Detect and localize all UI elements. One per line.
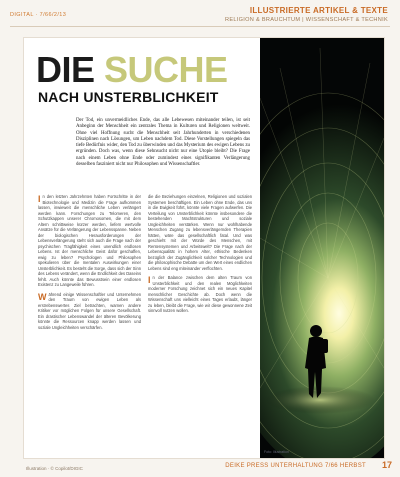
tunnel-illustration bbox=[260, 38, 384, 458]
section-title: ILLUSTRIERTE ARTIKEL & TEXTE bbox=[249, 6, 388, 15]
photo-credit: Foto: Illustration bbox=[264, 450, 289, 454]
body-paragraph: die die Beziehungen einzelnen, Religionen und sozialen Systemen beschäftigen. Ein Leben ohne Ende, das uns in die Ewigkeit führt, könnte viele Fragen aufwerfen. Die Verteilung von Unsterblichkeit könnte insbesondere die bestehenden Machtstrukturen und soziale Ungleichheiten verstärken. Wenn nur wohlhabende Menschen Zugang zu lebensverlängernden Therapien hätten, wäre das gesellschaftlich fatal. Und was geschieht mit der Würde des Menschen, mit Rentensystemen und Arbeitswelt? Die Frage nach der Lebensqualität in hohem Alter, ethische Bedenken bezüglich der Zugänglichkeit solcher Technologien und die philosophische Debatte um den Wert eines endlichen Lebens sind eng miteinander verflochten. bbox=[148, 194, 252, 271]
header-meta: DIGITAL · 7/66/2/13 bbox=[10, 12, 67, 18]
body-paragraph: In den letzten Jahrzehnten haben Fortschritte in der Biotechnologie und Medizin die Frage aufkommen lassen, inwieweit die menschliche Leben verlängert werden kann. Forschungen zu Telomeren, den Schutzkappen unserer Chromosomen, die mit dem Altern schrittweise kürzer werden, liefern wertvolle Ansätze für die Verlängerung der Lebensspanne. Neben der biologischen Herausforderungen der Lebensverlängerung steht sich auch die Frage nach der psychischen Tragfähigkeit eines unendlich endlosen Lebens. Ist der menschliche Geist dafür geschaffen, ewig zu leben? Psychologen und Philosophen spekulieren über die mentalen Auswirkungen einer Unsterblichkeit. Es besteht die Sorge, dass sich der Sinn des Lebens verändert, wenn die Endlichkeit des Daseins fehlt. Auch könnte das Bewusstsein einer endlosen Existenz zu Langeweile führen. bbox=[38, 194, 141, 287]
section-subtitle: RELIGION & BRAUCHTUM | WISSENSCHAFT & TECHNIK bbox=[225, 17, 388, 23]
headline bbox=[36, 49, 246, 90]
tunnel-silhouette-image bbox=[260, 38, 384, 458]
article-column-1 bbox=[38, 194, 141, 334]
headline-main: DIE bbox=[36, 49, 105, 90]
headline-accent: SUCHE bbox=[104, 49, 228, 90]
footer-publication: DEIKE PRESS UNTERHALTUNG 7/66 HERBST bbox=[225, 463, 366, 469]
article-column-2 bbox=[148, 194, 252, 318]
header-divider bbox=[10, 26, 390, 27]
footer-credit: Illustration · © Copilot/DIGIC bbox=[26, 466, 83, 471]
article-card bbox=[24, 38, 384, 458]
page-number: 17 bbox=[381, 460, 392, 470]
body-paragraph: In der Balance zwischen dem alten Traum von Unsterblichkeit und den realen Möglichkeiten moderner Forschung zeichnet sich ein neues Kapitel menschlicher Geschichte ab. Doch wenn die Wissenschaft uns vielleicht eines Tages erlaubt, länger zu leben, bleibt die Frage, wie wir diese gewonnene Zeit sinnvoll nutzen wollen. bbox=[148, 275, 252, 313]
intro-paragraph: Der Tod, ein unvermeidliches Ende, das alle Lebewesen miteinander teilen, ist seit Anbeginn der Menschheit ein zentrales Thema in Kulturen und Religionen weltweit. Ohne viel Hoffnung sucht die Menschheit seit Jahrhunderten in verschiedenen Disziplinen nach Lösungen, um Leben nachdem Tod. Diese Vorstellungen spiegeln das tiefe Bedürfnis wider, den Tod zu überwinden und das Mysterium des ewigen Lebens zu ergründen. Doch was, wenn diese Sehnsucht nicht nur eine Utopie bleibt? Die Frage nach einem Leben ohne Ende oder zumindest eines signifikanten Verlängerung desselben fasziniert nicht nur Philosophen und Wissenschaftler. bbox=[76, 118, 250, 168]
subheadline: NACH UNSTERBLICHKEIT bbox=[38, 89, 219, 105]
body-paragraph: Während einige Wissenschaftler und Unternehmen den Traum von ewigen Leben als erstrebenswertes Ziel betrachten, warnen andere Kritiker vor möglichen Folgen für unsere Gesellschaft. Ein drastischer Lebenswandel der älteren Bevölkerung könnte die Ressourcen knapp werden lassen und soziale Ungleichheiten verschärfen. bbox=[38, 291, 141, 330]
